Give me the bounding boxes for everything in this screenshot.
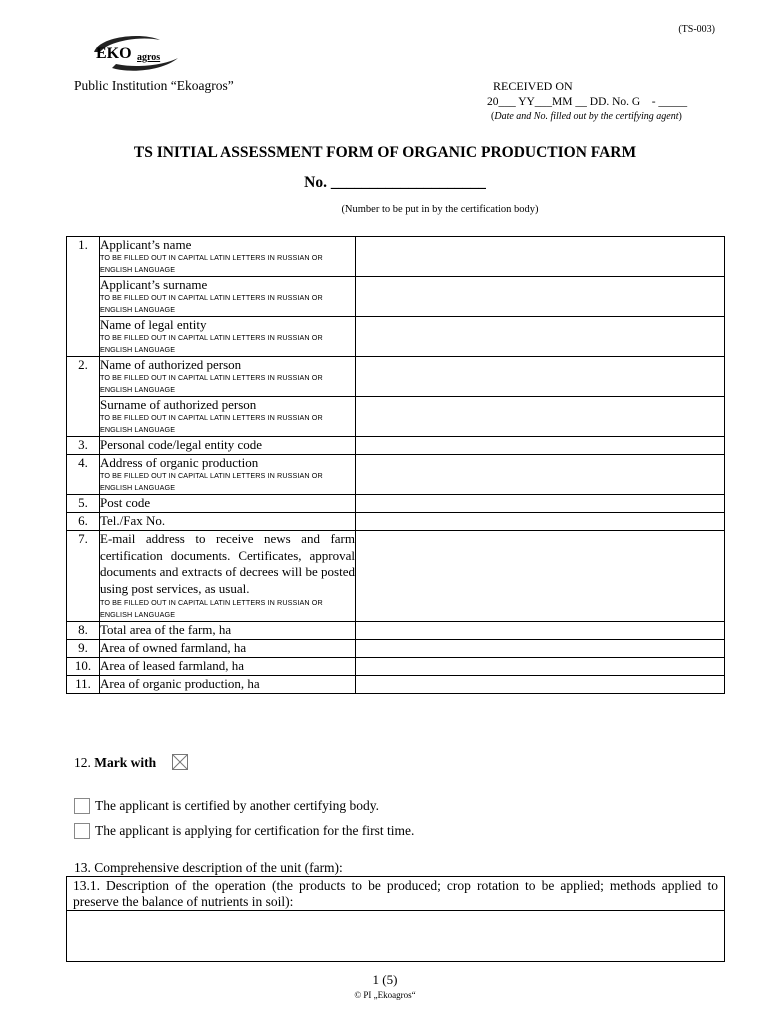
row-label-cell	[100, 513, 356, 531]
section-12-heading: 12. Mark with	[74, 755, 157, 770]
field-instruction: TO BE FILLED OUT IN CAPITAL LATIN LETTERS IN RUSSIAN OR ENGLISH LANGUAGE	[100, 471, 323, 492]
field-label: Post code	[100, 495, 151, 510]
row-label-cell	[100, 658, 356, 676]
table-row	[67, 531, 725, 622]
field-value-input[interactable]	[356, 531, 725, 622]
table-row	[67, 676, 725, 694]
received-on-label: RECEIVED ON	[493, 79, 573, 93]
field-label: Total area of the farm, ha	[100, 622, 232, 637]
table-row	[67, 658, 725, 676]
row-number: 1.	[67, 237, 100, 357]
row-number: 4.	[67, 455, 100, 495]
table-row	[67, 397, 725, 437]
row-label-cell	[100, 237, 356, 277]
field-value-input[interactable]	[356, 317, 725, 357]
table-row	[67, 513, 725, 531]
field-value-input[interactable]	[356, 455, 725, 495]
table-row	[67, 455, 725, 495]
row-label-cell	[100, 277, 356, 317]
row-number: 6.	[67, 513, 100, 531]
crossed-box-icon	[172, 754, 188, 770]
field-value-input[interactable]	[356, 658, 725, 676]
field-value-input[interactable]	[356, 676, 725, 694]
institution-name: Public Institution “Ekoagros”	[74, 78, 234, 93]
row-number: 2.	[67, 357, 100, 437]
row-label-cell	[100, 531, 356, 622]
field-value-input[interactable]	[356, 640, 725, 658]
row-number: 7.	[67, 531, 100, 622]
field-label: Tel./Fax No.	[100, 513, 166, 528]
page-number: 1 (5)	[372, 972, 398, 987]
table-row	[67, 357, 725, 397]
row-number: 3.	[67, 437, 100, 455]
checkbox-certified-elsewhere[interactable]	[74, 798, 90, 814]
table-row	[67, 237, 725, 277]
form-title: TS INITIAL ASSESSMENT FORM OF ORGANIC PRODUCTION FARM	[133, 144, 637, 161]
field-label: Area of owned farmland, ha	[100, 640, 247, 655]
field-instruction: TO BE FILLED OUT IN CAPITAL LATIN LETTERS IN RUSSIAN OR ENGLISH LANGUAGE	[100, 253, 323, 274]
form-number-note: (Number to be put in by the certification body)	[341, 204, 539, 215]
row-label-cell	[100, 640, 356, 658]
field-label: Area of organic production, ha	[100, 676, 260, 691]
field-label: Applicant’s surname	[100, 277, 208, 292]
field-label: Area of leased farmland, ha	[100, 658, 245, 673]
section-13-1-input[interactable]	[67, 911, 724, 961]
field-value-input[interactable]	[356, 237, 725, 277]
field-label: E-mail address to receive news and farm certification documents. Certificates, approval documents and extracts of decrees will be posted using post services, as usual.	[100, 531, 355, 596]
row-label-cell	[100, 357, 356, 397]
table-row	[67, 277, 725, 317]
ekoagros-logo	[82, 30, 182, 74]
field-instruction: TO BE FILLED OUT IN CAPITAL LATIN LETTERS IN RUSSIAN OR ENGLISH LANGUAGE	[100, 373, 323, 394]
row-number: 8.	[67, 622, 100, 640]
section-13-1-label: 13.1. Description of the operation (the products to be produced; crop rotation to be applied; methods applied to preserve the balance of nutrients in soil):	[67, 877, 724, 911]
row-number: 11.	[67, 676, 100, 694]
received-date-note: (Date and No. filled out by the certifying agent)	[491, 111, 682, 122]
table-row	[67, 622, 725, 640]
field-value-input[interactable]	[356, 622, 725, 640]
field-value-input[interactable]	[356, 437, 725, 455]
row-label-cell	[100, 622, 356, 640]
field-value-input[interactable]	[356, 397, 725, 437]
form-code: (TS-003)	[678, 24, 715, 35]
received-date-line: 20___ YY___MM __ DD. No. G - _____	[487, 96, 688, 108]
field-instruction: TO BE FILLED OUT IN CAPITAL LATIN LETTERS IN RUSSIAN OR ENGLISH LANGUAGE	[100, 413, 323, 434]
row-number: 5.	[67, 495, 100, 513]
row-label-cell	[100, 495, 356, 513]
row-label-cell	[100, 437, 356, 455]
section-13-1-box	[66, 876, 725, 962]
copyright: © PI „Ekoagros“	[354, 990, 416, 1000]
field-value-input[interactable]	[356, 277, 725, 317]
field-value-input[interactable]	[356, 513, 725, 531]
field-instruction: TO BE FILLED OUT IN CAPITAL LATIN LETTERS IN RUSSIAN OR ENGLISH LANGUAGE	[100, 293, 323, 314]
field-label: Address of organic production	[100, 455, 259, 470]
section-13-heading: 13. Comprehensive description of the unit (farm):	[74, 860, 343, 875]
row-label-cell	[100, 397, 356, 437]
applicant-info-table	[66, 236, 725, 694]
field-instruction: TO BE FILLED OUT IN CAPITAL LATIN LETTERS IN RUSSIAN OR ENGLISH LANGUAGE	[100, 598, 323, 619]
option-first-certification: The applicant is applying for certification for the first time.	[95, 823, 415, 838]
field-value-input[interactable]	[356, 357, 725, 397]
field-label: Name of legal entity	[100, 317, 207, 332]
field-instruction: TO BE FILLED OUT IN CAPITAL LATIN LETTERS IN RUSSIAN OR ENGLISH LANGUAGE	[100, 333, 323, 354]
option-certified-elsewhere: The applicant is certified by another certifying body.	[95, 798, 380, 813]
table-row	[67, 317, 725, 357]
field-label: Surname of authorized person	[100, 397, 257, 412]
field-label: Applicant’s name	[100, 237, 192, 252]
row-number: 9.	[67, 640, 100, 658]
row-label-cell	[100, 317, 356, 357]
field-label: Name of authorized person	[100, 357, 242, 372]
svg-text:agros: agros	[137, 52, 161, 63]
field-value-input[interactable]	[356, 495, 725, 513]
table-row	[67, 495, 725, 513]
checkbox-first-certification[interactable]	[74, 823, 90, 839]
form-number-line[interactable]: No. ____________________	[304, 174, 486, 191]
svg-text:EKO: EKO	[96, 45, 132, 62]
field-label: Personal code/legal entity code	[100, 437, 263, 452]
table-row	[67, 640, 725, 658]
row-label-cell	[100, 455, 356, 495]
row-number: 10.	[67, 658, 100, 676]
table-row	[67, 437, 725, 455]
row-label-cell	[100, 676, 356, 694]
